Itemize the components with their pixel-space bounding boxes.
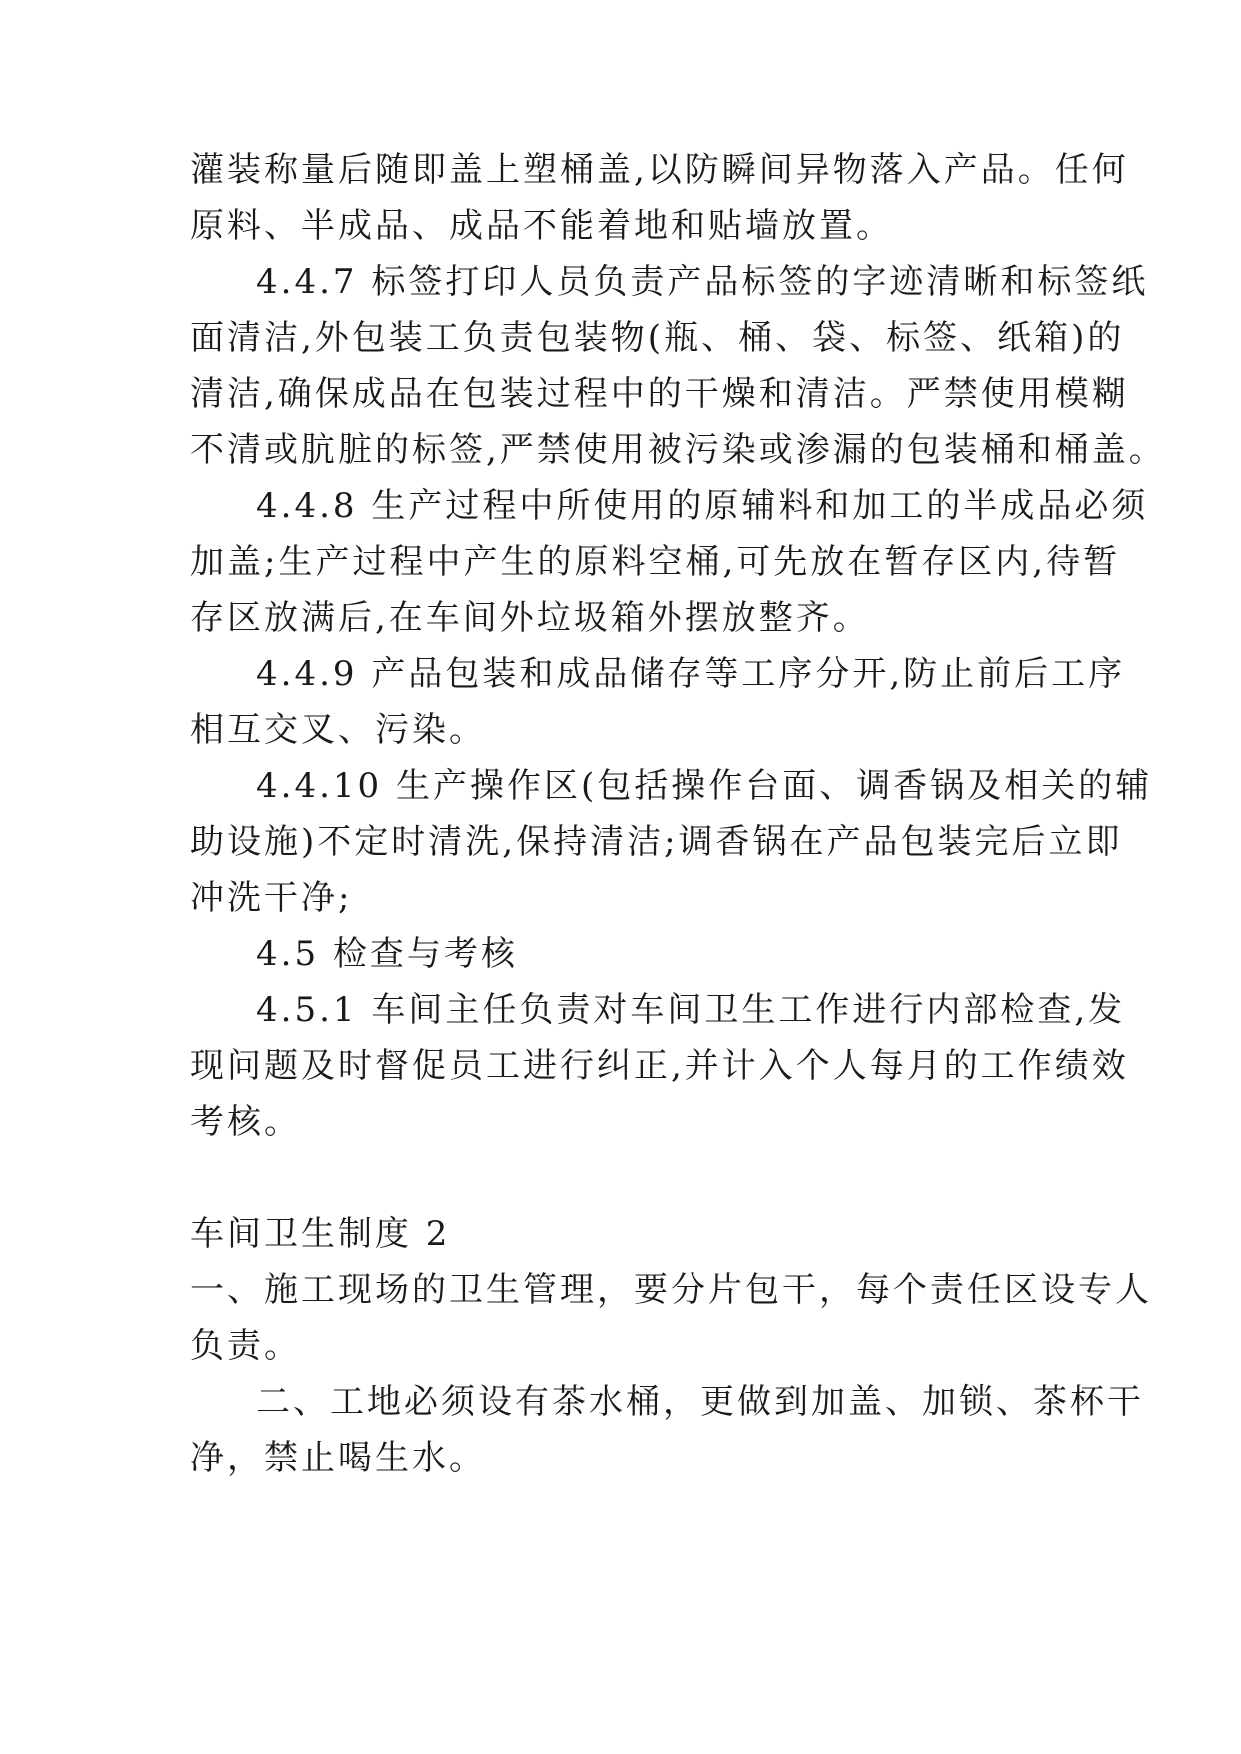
text-line: 4.4.8 生产过程中所使用的原辅料和加工的半成品必须 [256,486,1149,526]
text-line: 清洁,确保成品在包装过程中的干燥和清洁。严禁使用模糊 [190,374,1129,414]
text-line: 原料、半成品、成品不能着地和贴墙放置。 [190,206,893,246]
text-line: 相互交叉、污染。 [190,710,486,750]
text-line: 4.4.7 标签打印人员负责产品标签的字迹清晰和标签纸 [256,262,1149,302]
document-subtitle: 车间卫生制度 2 [190,1214,451,1254]
text-line: 面清洁,外包装工负责包装物(瓶、桶、袋、标签、纸箱)的 [190,318,1125,358]
text-line: 一、施工现场的卫生管理，要分片包干，每个责任区设专人 [190,1270,1152,1310]
text-line: 4.5.1 车间主任负责对车间卫生工作进行内部检查,发 [256,990,1126,1030]
text-line: 灌装称量后随即盖上塑桶盖,以防瞬间异物落入产品。任何 [190,150,1129,190]
text-line: 加盖;生产过程中产生的原料空桶,可先放在暂存区内,待暂 [190,542,1121,582]
text-line: 现问题及时督促员工进行纠正,并计入个人每月的工作绩效 [190,1046,1129,1086]
text-line: 净，禁止喝生水。 [190,1438,486,1478]
text-line: 冲洗干净; [190,878,353,918]
text-line: 4.4.10 生产操作区(包括操作台面、调香锅及相关的辅 [256,766,1153,806]
text-line: 考核。 [190,1102,301,1142]
text-line: 4.4.9 产品包装和成品储存等工序分开,防止前后工序 [256,654,1126,694]
text-line: 二、工地必须设有茶水桶，更做到加盖、加锁、茶杯干 [256,1382,1144,1422]
section-heading: 4.5 检查与考核 [256,934,518,974]
text-line: 助设施)不定时清洗,保持清洁;调香锅在产品包装完后立即 [190,822,1123,862]
text-line: 不清或肮脏的标签,严禁使用被污染或渗漏的包装桶和桶盖。 [190,430,1166,470]
text-line: 负责。 [190,1326,301,1366]
text-line: 存区放满后,在车间外垃圾箱外摆放整齐。 [190,598,870,638]
